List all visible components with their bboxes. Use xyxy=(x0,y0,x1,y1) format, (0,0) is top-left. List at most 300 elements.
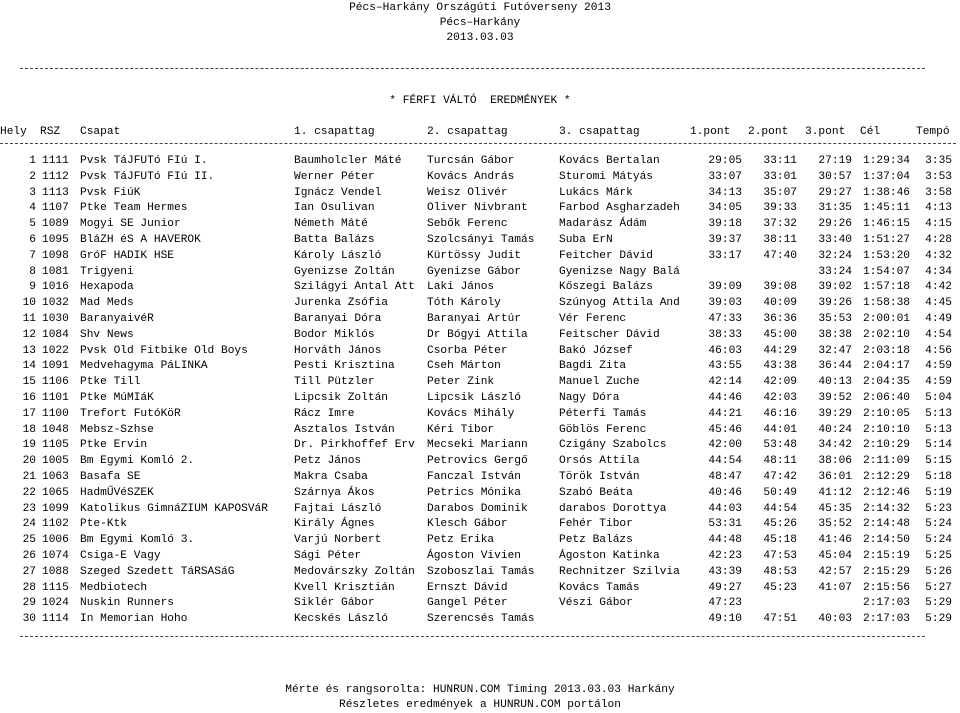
cell-member1: Ian Osulivan xyxy=(294,202,375,215)
cell-team: Medbiotech xyxy=(80,581,148,594)
cell-pace: 4:54 xyxy=(925,328,952,341)
table-row xyxy=(0,327,960,343)
cell-member2: Ágoston Vivien xyxy=(427,550,521,562)
cell-split3: 30:57 xyxy=(818,170,852,183)
table-row xyxy=(0,406,960,422)
cell-split3: 40:24 xyxy=(818,423,852,436)
cell-member3: Kovács Bertalan xyxy=(559,155,660,167)
cell-member3: Lukács Márk xyxy=(559,186,633,199)
cell-member2: Oliver Nivbrant xyxy=(427,202,528,215)
cell-split2: 40:09 xyxy=(763,297,797,310)
header-divider xyxy=(0,143,956,144)
cell-split1: 44:46 xyxy=(708,392,742,404)
cell-split2: 36:36 xyxy=(763,313,797,325)
cell-place: 15 xyxy=(22,376,36,389)
cell-team: Ptke Ervin xyxy=(80,439,148,452)
cell-bib: 1024 xyxy=(42,597,69,610)
cell-bib: 1032 xyxy=(42,297,69,310)
cell-split3: 32:47 xyxy=(818,344,852,357)
cell-finish: 2:14:48 xyxy=(863,518,910,531)
cell-finish: 2:17:03 xyxy=(863,613,910,626)
cell-split2: 44:29 xyxy=(763,344,797,357)
cell-split1: 43:39 xyxy=(708,565,742,578)
cell-member3: Gyenizse Nagy Balá xyxy=(559,265,680,278)
cell-split1: 34:13 xyxy=(708,186,742,199)
column-header-team: Csapat xyxy=(80,126,121,138)
cell-member2: Gyenizse Gábor xyxy=(427,265,521,278)
cell-split3: 39:02 xyxy=(818,281,852,294)
column-header-pace: Tempó xyxy=(916,126,950,138)
cell-team: Basafa SE xyxy=(80,471,141,483)
cell-member2: Peter Zink xyxy=(427,376,495,389)
cell-team: Bm Egymi Komló 3. xyxy=(80,534,195,547)
cell-member3: Török István xyxy=(559,471,640,483)
cell-finish: 2:14:50 xyxy=(863,534,910,547)
cell-member3: Feitcher Dávid xyxy=(559,249,653,262)
table-row xyxy=(0,437,960,453)
cell-split3: 29:27 xyxy=(818,186,852,199)
table-row xyxy=(0,153,960,169)
cell-member1: Petz János xyxy=(294,455,362,468)
table-row xyxy=(0,200,960,216)
cell-place: 13 xyxy=(22,344,36,357)
cell-pace: 5:23 xyxy=(925,502,952,515)
cell-team: Medvehagyma PáLINKA xyxy=(80,360,208,373)
cell-split3: 33:24 xyxy=(818,265,852,278)
cell-split3: 36:44 xyxy=(818,360,852,373)
cell-split1: 53:31 xyxy=(708,518,742,531)
cell-finish: 2:04:35 xyxy=(863,376,910,389)
cell-team: Bm Egymi Komló 2. xyxy=(80,455,195,468)
cell-team: Nuskin Runners xyxy=(80,597,174,610)
cell-place: 9 xyxy=(29,281,36,294)
cell-member1: Varjú Norbert xyxy=(294,534,382,547)
table-row xyxy=(0,532,960,548)
column-header-bib: RSZ xyxy=(40,126,61,138)
table-row xyxy=(0,185,960,201)
cell-member2: Fanczal István xyxy=(427,471,521,483)
cell-split1: 44:03 xyxy=(708,502,742,515)
cell-place: 22 xyxy=(22,486,36,499)
cell-pace: 5:15 xyxy=(925,455,952,468)
cell-member3: Bakó József xyxy=(559,344,633,357)
cell-split1: 44:21 xyxy=(708,407,742,420)
cell-place: 8 xyxy=(29,265,36,278)
cell-place: 21 xyxy=(22,471,36,483)
cell-pace: 4:56 xyxy=(925,344,952,357)
footer-timing: Mérte és rangsorolta: HUNRUN.COM Timing 2013.03.03 Harkány xyxy=(285,684,675,696)
cell-split1: 45:46 xyxy=(708,423,742,436)
cell-pace: 4:28 xyxy=(925,234,952,246)
cell-team: Pte-Ktk xyxy=(80,518,127,531)
cell-team: Katolikus GimnáZIUM KAPOSVáR xyxy=(80,502,268,515)
cell-pace: 4:34 xyxy=(925,265,952,278)
cell-bib: 1106 xyxy=(42,376,69,389)
cell-place: 14 xyxy=(22,360,36,373)
cell-member1: Horváth János xyxy=(294,344,382,357)
cell-split2: 47:42 xyxy=(763,471,797,483)
cell-split2: 46:16 xyxy=(763,407,797,420)
cell-member2: Baranyai Artúr xyxy=(427,313,521,325)
cell-finish: 1:45:11 xyxy=(863,202,910,215)
cell-split3: 45:35 xyxy=(818,502,852,515)
cell-bib: 1022 xyxy=(42,344,69,357)
cell-split2: 48:11 xyxy=(763,455,797,468)
cell-split2: 44:54 xyxy=(763,502,797,515)
footer-portal: Részletes eredmények a HUNRUN.COM portálon xyxy=(339,699,621,711)
cell-team: Pvsk TáJFUTó FIú II. xyxy=(80,170,215,183)
cell-finish: 2:15:56 xyxy=(863,581,910,594)
cell-team: Trigyeni xyxy=(80,265,134,278)
table-row xyxy=(0,232,960,248)
cell-pace: 4:13 xyxy=(925,202,952,215)
cell-split1: 42:00 xyxy=(708,439,742,452)
cell-pace: 5:29 xyxy=(925,613,952,626)
cell-member2: Sebők Ferenc xyxy=(427,218,508,231)
cell-split2: 33:01 xyxy=(763,170,797,183)
cell-member1: Pesti Krisztina xyxy=(294,360,395,373)
cell-split2: 45:18 xyxy=(763,534,797,547)
cell-member1: Rácz Imre xyxy=(294,407,355,420)
table-row xyxy=(0,248,960,264)
cell-split1: 43:55 xyxy=(708,360,742,373)
cell-team: Ptke Team Hermes xyxy=(80,202,188,215)
cell-split3: 31:35 xyxy=(818,202,852,215)
cell-bib: 1065 xyxy=(42,486,69,499)
cell-split2: 45:26 xyxy=(763,518,797,531)
cell-member3: Feitscher Dávid xyxy=(559,328,660,341)
cell-finish: 2:10:29 xyxy=(863,439,910,452)
cell-member3: Sturomi Mátyás xyxy=(559,170,653,183)
cell-bib: 1112 xyxy=(42,170,69,183)
cell-split2: 38:11 xyxy=(763,234,797,246)
cell-pace: 5:24 xyxy=(925,518,952,531)
table-row xyxy=(0,501,960,517)
cell-split1: 39:18 xyxy=(708,218,742,231)
cell-split1: 44:48 xyxy=(708,534,742,547)
cell-member1: Sági Péter xyxy=(294,550,362,562)
cell-bib: 1114 xyxy=(42,613,69,626)
table-row xyxy=(0,564,960,580)
cell-bib: 1101 xyxy=(42,392,69,404)
cell-finish: 2:15:29 xyxy=(863,565,910,578)
cell-bib: 1084 xyxy=(42,328,69,341)
cell-split2: 43:38 xyxy=(763,360,797,373)
cell-split1: 40:46 xyxy=(708,486,742,499)
cell-split3: 40:13 xyxy=(818,376,852,389)
cell-team: Mogyi SE Junior xyxy=(80,218,181,231)
cell-pace: 4:49 xyxy=(925,313,952,325)
cell-pace: 5:29 xyxy=(925,597,952,610)
cell-split2: 47:53 xyxy=(763,550,797,562)
table-row xyxy=(0,295,960,311)
race-location: Pécs–Harkány xyxy=(439,17,521,29)
cell-finish: 1:53:20 xyxy=(863,249,910,262)
cell-split3: 41:12 xyxy=(818,486,852,499)
cell-bib: 1030 xyxy=(42,313,69,325)
race-date: 2013.03.03 xyxy=(446,32,514,44)
column-header-place: Hely xyxy=(0,126,27,138)
cell-member1: Bodor Miklós xyxy=(294,328,375,341)
top-divider xyxy=(20,68,925,69)
cell-bib: 1088 xyxy=(42,565,69,578)
cell-member3: Ágoston Katinka xyxy=(559,550,660,562)
cell-split1: 42:14 xyxy=(708,376,742,389)
cell-place: 6 xyxy=(29,234,36,246)
cell-pace: 5:26 xyxy=(925,565,952,578)
cell-finish: 2:00:01 xyxy=(863,313,910,325)
cell-place: 19 xyxy=(22,439,36,452)
cell-place: 16 xyxy=(22,392,36,404)
cell-finish: 1:57:18 xyxy=(863,281,910,294)
cell-split1: 49:27 xyxy=(708,581,742,594)
cell-team: Pvsk FiúK xyxy=(80,186,141,199)
cell-pace: 5:25 xyxy=(925,550,952,562)
column-header-split1: 1.pont xyxy=(690,126,731,138)
cell-member1: Siklér Gábor xyxy=(294,597,375,610)
cell-team: Csiga-E Vagy xyxy=(80,550,161,562)
cell-member2: Kovács Mihály xyxy=(427,407,515,420)
cell-split1: 39:37 xyxy=(708,234,742,246)
column-header-split3: 3.pont xyxy=(805,126,846,138)
bottom-divider xyxy=(20,636,925,637)
cell-pace: 5:14 xyxy=(925,439,952,452)
cell-place: 25 xyxy=(22,534,36,547)
table-row xyxy=(0,548,960,564)
cell-finish: 2:11:09 xyxy=(863,455,910,468)
cell-team: Ptke MúMIáK xyxy=(80,392,154,404)
table-row xyxy=(0,516,960,532)
cell-member2: Darabos Dominik xyxy=(427,502,528,515)
cell-finish: 1:51:27 xyxy=(863,234,910,246)
cell-member2: Petrovics Gergő xyxy=(427,455,528,468)
cell-pace: 3:53 xyxy=(925,170,952,183)
cell-split2: 44:01 xyxy=(763,423,797,436)
cell-member1: Ignácz Vendel xyxy=(294,186,382,199)
cell-member3: Vér Ferenc xyxy=(559,313,627,325)
cell-place: 10 xyxy=(22,297,36,310)
cell-finish: 2:02:10 xyxy=(863,328,910,341)
cell-place: 18 xyxy=(22,423,36,436)
column-header-member2: 2. csapattag xyxy=(427,126,508,138)
cell-split1: 47:33 xyxy=(708,313,742,325)
cell-pace: 4:45 xyxy=(925,297,952,310)
cell-pace: 3:58 xyxy=(925,186,952,199)
cell-team: Pvsk TáJFUTó FIú I. xyxy=(80,155,208,167)
table-row xyxy=(0,216,960,232)
cell-member1: Lipcsik Zoltán xyxy=(294,392,388,404)
cell-member3: darabos Dorottya xyxy=(559,502,667,515)
cell-place: 11 xyxy=(22,313,36,325)
cell-finish: 1:46:15 xyxy=(863,218,910,231)
cell-split2: 39:33 xyxy=(763,202,797,215)
section-title: * FÉRFI VÁLTÓ EREDMÉNYEK * xyxy=(389,95,571,107)
cell-member2: Turcsán Gábor xyxy=(427,155,515,167)
cell-split2: 47:51 xyxy=(763,613,797,626)
cell-split3: 42:57 xyxy=(818,565,852,578)
cell-split3: 45:04 xyxy=(818,550,852,562)
table-row xyxy=(0,453,960,469)
cell-split3: 40:03 xyxy=(818,613,852,626)
cell-member2: Petz Erika xyxy=(427,534,495,547)
cell-member3: Manuel Zuche xyxy=(559,376,640,389)
cell-member3: Kovács Tamás xyxy=(559,581,640,594)
cell-split1: 38:33 xyxy=(708,328,742,341)
cell-finish: 2:17:03 xyxy=(863,597,910,610)
cell-team: Ptke Till xyxy=(80,376,141,389)
cell-member2: Weisz Olivér xyxy=(427,186,508,199)
cell-split2: 45:23 xyxy=(763,581,797,594)
cell-member1: Károly László xyxy=(294,249,382,262)
cell-member1: Szárnya Ákos xyxy=(294,486,375,499)
cell-member3: Suba ErN xyxy=(559,234,613,246)
cell-member2: Szolcsányi Tamás xyxy=(427,234,535,246)
cell-bib: 1063 xyxy=(42,471,69,483)
cell-split3: 27:19 xyxy=(818,155,852,167)
cell-split1: 49:10 xyxy=(708,613,742,626)
cell-member1: Dr. Pirkhoffef Erv xyxy=(294,439,415,452)
cell-bib: 1099 xyxy=(42,502,69,515)
cell-bib: 1098 xyxy=(42,249,69,262)
cell-split1: 46:03 xyxy=(708,344,742,357)
cell-member1: Makra Csaba xyxy=(294,471,368,483)
cell-member2: Gangel Péter xyxy=(427,597,508,610)
cell-split1: 47:23 xyxy=(708,597,742,610)
cell-split1: 44:54 xyxy=(708,455,742,468)
cell-member3: Czigány Szabolcs xyxy=(559,439,667,452)
cell-split3: 41:46 xyxy=(818,534,852,547)
cell-split2: 53:48 xyxy=(763,439,797,452)
cell-team: Szeged Szedett TáRSASáG xyxy=(80,565,235,578)
cell-split2: 45:00 xyxy=(763,328,797,341)
cell-finish: 2:15:19 xyxy=(863,550,910,562)
cell-split3: 41:07 xyxy=(818,581,852,594)
cell-member3: Vészi Gábor xyxy=(559,597,633,610)
cell-member2: Mecseki Mariann xyxy=(427,439,528,452)
cell-bib: 1048 xyxy=(42,423,69,436)
cell-place: 26 xyxy=(22,550,36,562)
cell-member2: Tóth Károly xyxy=(427,297,501,310)
cell-member2: Ernszt Dávid xyxy=(427,581,508,594)
cell-place: 29 xyxy=(22,597,36,610)
cell-bib: 1113 xyxy=(42,186,69,199)
cell-bib: 1102 xyxy=(42,518,69,531)
cell-split3: 34:42 xyxy=(818,439,852,452)
cell-pace: 4:32 xyxy=(925,249,952,262)
table-row xyxy=(0,580,960,596)
table-row xyxy=(0,595,960,611)
cell-member3: Göblös Ferenc xyxy=(559,423,647,436)
cell-bib: 1115 xyxy=(42,581,69,594)
cell-member2: Dr Bógyi Attila xyxy=(427,328,528,341)
cell-member2: Kéri Tibor xyxy=(427,423,495,436)
cell-finish: 2:06:40 xyxy=(863,392,910,404)
cell-member1: Kecskés László xyxy=(294,613,388,626)
cell-split3: 38:06 xyxy=(818,455,852,468)
cell-bib: 1095 xyxy=(42,234,69,246)
cell-split2: 48:53 xyxy=(763,565,797,578)
cell-bib: 1074 xyxy=(42,550,69,562)
cell-bib: 1006 xyxy=(42,534,69,547)
cell-finish: 1:38:46 xyxy=(863,186,910,199)
cell-finish: 2:10:10 xyxy=(863,423,910,436)
cell-member2: Klesch Gábor xyxy=(427,518,508,531)
cell-finish: 1:54:07 xyxy=(863,265,910,278)
cell-member3: Kőszegi Balázs xyxy=(559,281,653,294)
cell-member1: Medovárszky Zoltán xyxy=(294,565,415,578)
cell-place: 20 xyxy=(22,455,36,468)
table-row xyxy=(0,390,960,406)
cell-member1: Kvell Krisztián xyxy=(294,581,395,594)
cell-place: 28 xyxy=(22,581,36,594)
cell-bib: 1091 xyxy=(42,360,69,373)
cell-place: 12 xyxy=(22,328,36,341)
cell-split1: 39:09 xyxy=(708,281,742,294)
cell-member1: Asztalos István xyxy=(294,423,395,436)
cell-pace: 5:19 xyxy=(925,486,952,499)
table-row xyxy=(0,264,960,280)
cell-place: 23 xyxy=(22,502,36,515)
table-row xyxy=(0,422,960,438)
cell-team: BaranyaivéR xyxy=(80,313,154,325)
cell-place: 17 xyxy=(22,407,36,420)
cell-split2: 35:07 xyxy=(763,186,797,199)
table-row xyxy=(0,485,960,501)
cell-team: BláZH éS A HAVEROK xyxy=(80,234,201,246)
column-header-member1: 1. csapattag xyxy=(294,126,375,138)
cell-member3: Orsós Attila xyxy=(559,455,640,468)
cell-member1: Batta Balázs xyxy=(294,234,375,246)
cell-split2: 39:08 xyxy=(763,281,797,294)
cell-place: 7 xyxy=(29,249,36,262)
cell-member3: Petz Balázs xyxy=(559,534,633,547)
cell-place: 5 xyxy=(29,218,36,231)
cell-member3: Fehér Tibor xyxy=(559,518,633,531)
cell-finish: 2:14:32 xyxy=(863,502,910,515)
cell-member3: Bagdi Zita xyxy=(559,360,627,373)
cell-split3: 32:24 xyxy=(818,249,852,262)
cell-member2: Szoboszlai Tamás xyxy=(427,565,535,578)
cell-pace: 4:59 xyxy=(925,360,952,373)
cell-pace: 5:18 xyxy=(925,471,952,483)
cell-member2: Laki János xyxy=(427,281,495,294)
cell-split1: 42:23 xyxy=(708,550,742,562)
cell-split1: 33:07 xyxy=(708,170,742,183)
column-header-row xyxy=(0,124,960,140)
cell-member3: Farbod Asgharzadeh xyxy=(559,202,680,215)
column-header-finish: Cél xyxy=(860,126,881,138)
cell-member2: Cseh Márton xyxy=(427,360,501,373)
cell-split1: 48:47 xyxy=(708,471,742,483)
table-row xyxy=(0,469,960,485)
cell-split1: 39:03 xyxy=(708,297,742,310)
cell-member2: Kürtössy Judit xyxy=(427,249,521,262)
cell-pace: 5:24 xyxy=(925,534,952,547)
cell-member2: Kovács András xyxy=(427,170,515,183)
cell-member3: Madarász Ádám xyxy=(559,218,647,231)
cell-finish: 2:12:29 xyxy=(863,471,910,483)
cell-pace: 5:13 xyxy=(925,423,952,436)
cell-pace: 3:35 xyxy=(925,155,952,167)
cell-finish: 2:03:18 xyxy=(863,344,910,357)
cell-member1: Király Ágnes xyxy=(294,518,375,531)
cell-member3: Szúnyog Attila And xyxy=(559,297,680,310)
cell-split2: 37:32 xyxy=(763,218,797,231)
cell-member1: Németh Máté xyxy=(294,218,368,231)
cell-team: GróF HADIK HSE xyxy=(80,249,174,262)
cell-place: 2 xyxy=(29,170,36,183)
cell-bib: 1111 xyxy=(42,155,69,167)
